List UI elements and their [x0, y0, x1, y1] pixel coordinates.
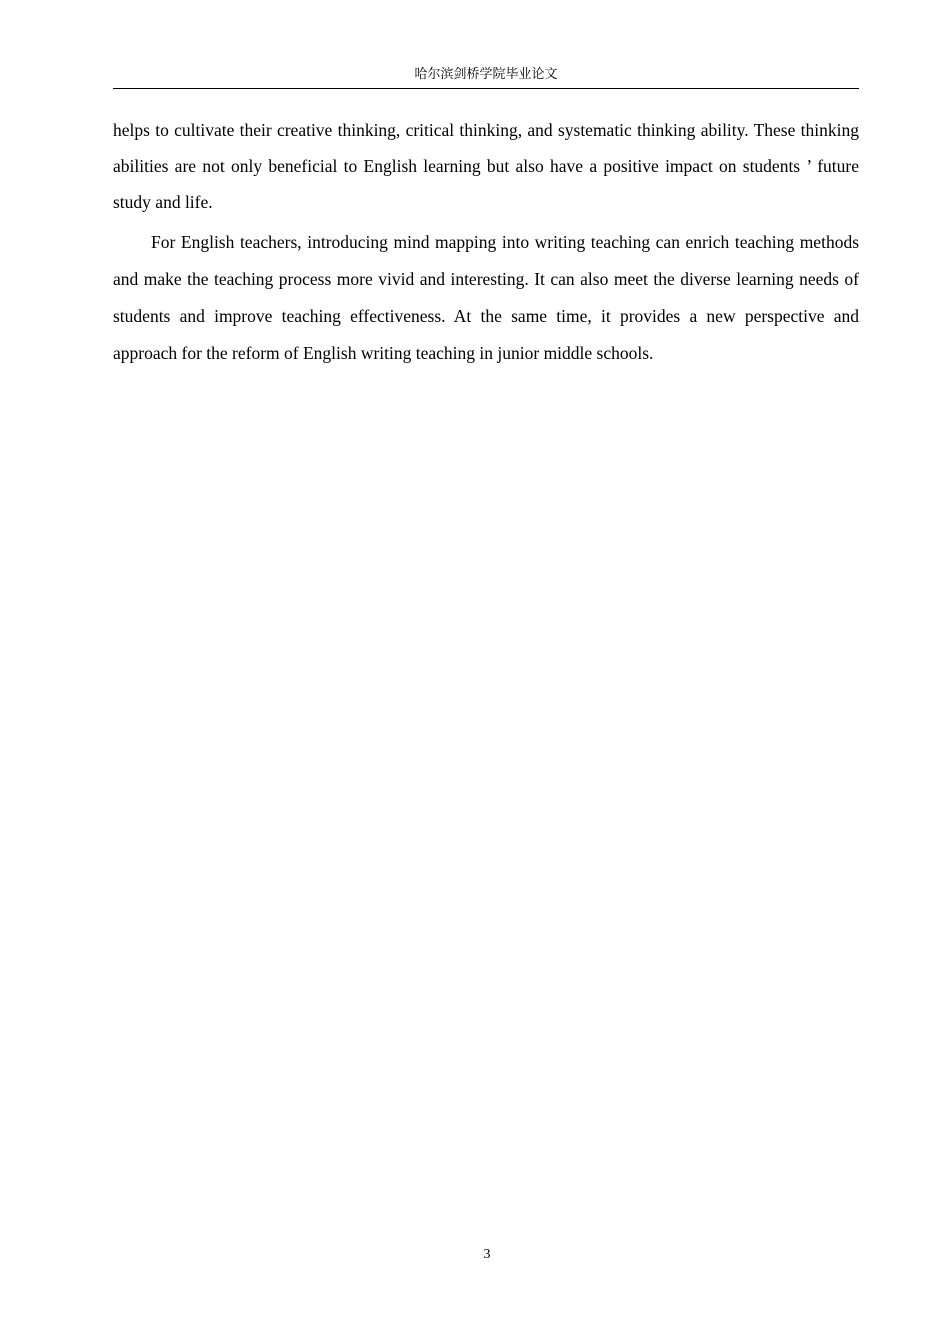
document-body: [113, 112, 859, 372]
body-paragraph-1: helps to cultivate their creative thinking, critical thinking, and systematic thinking ability. These thinking abilities are not only beneficial to English learning but also have a positive impact on students ’ future study and life.: [113, 120, 859, 212]
page-header: [113, 66, 859, 89]
body-paragraph-2: For English teachers, introducing mind mapping into writing teaching can enrich teaching methods and make the teaching process more vivid and interesting. It can also meet the diverse learning needs of students and improve teaching effectiveness. At the same time, it provides a new perspective and approach for the reform of English writing teaching in junior middle schools.: [113, 232, 859, 363]
page-number: 3: [483, 1247, 491, 1262]
header-title: 哈尔滨剑桥学院毕业论文: [414, 67, 558, 82]
